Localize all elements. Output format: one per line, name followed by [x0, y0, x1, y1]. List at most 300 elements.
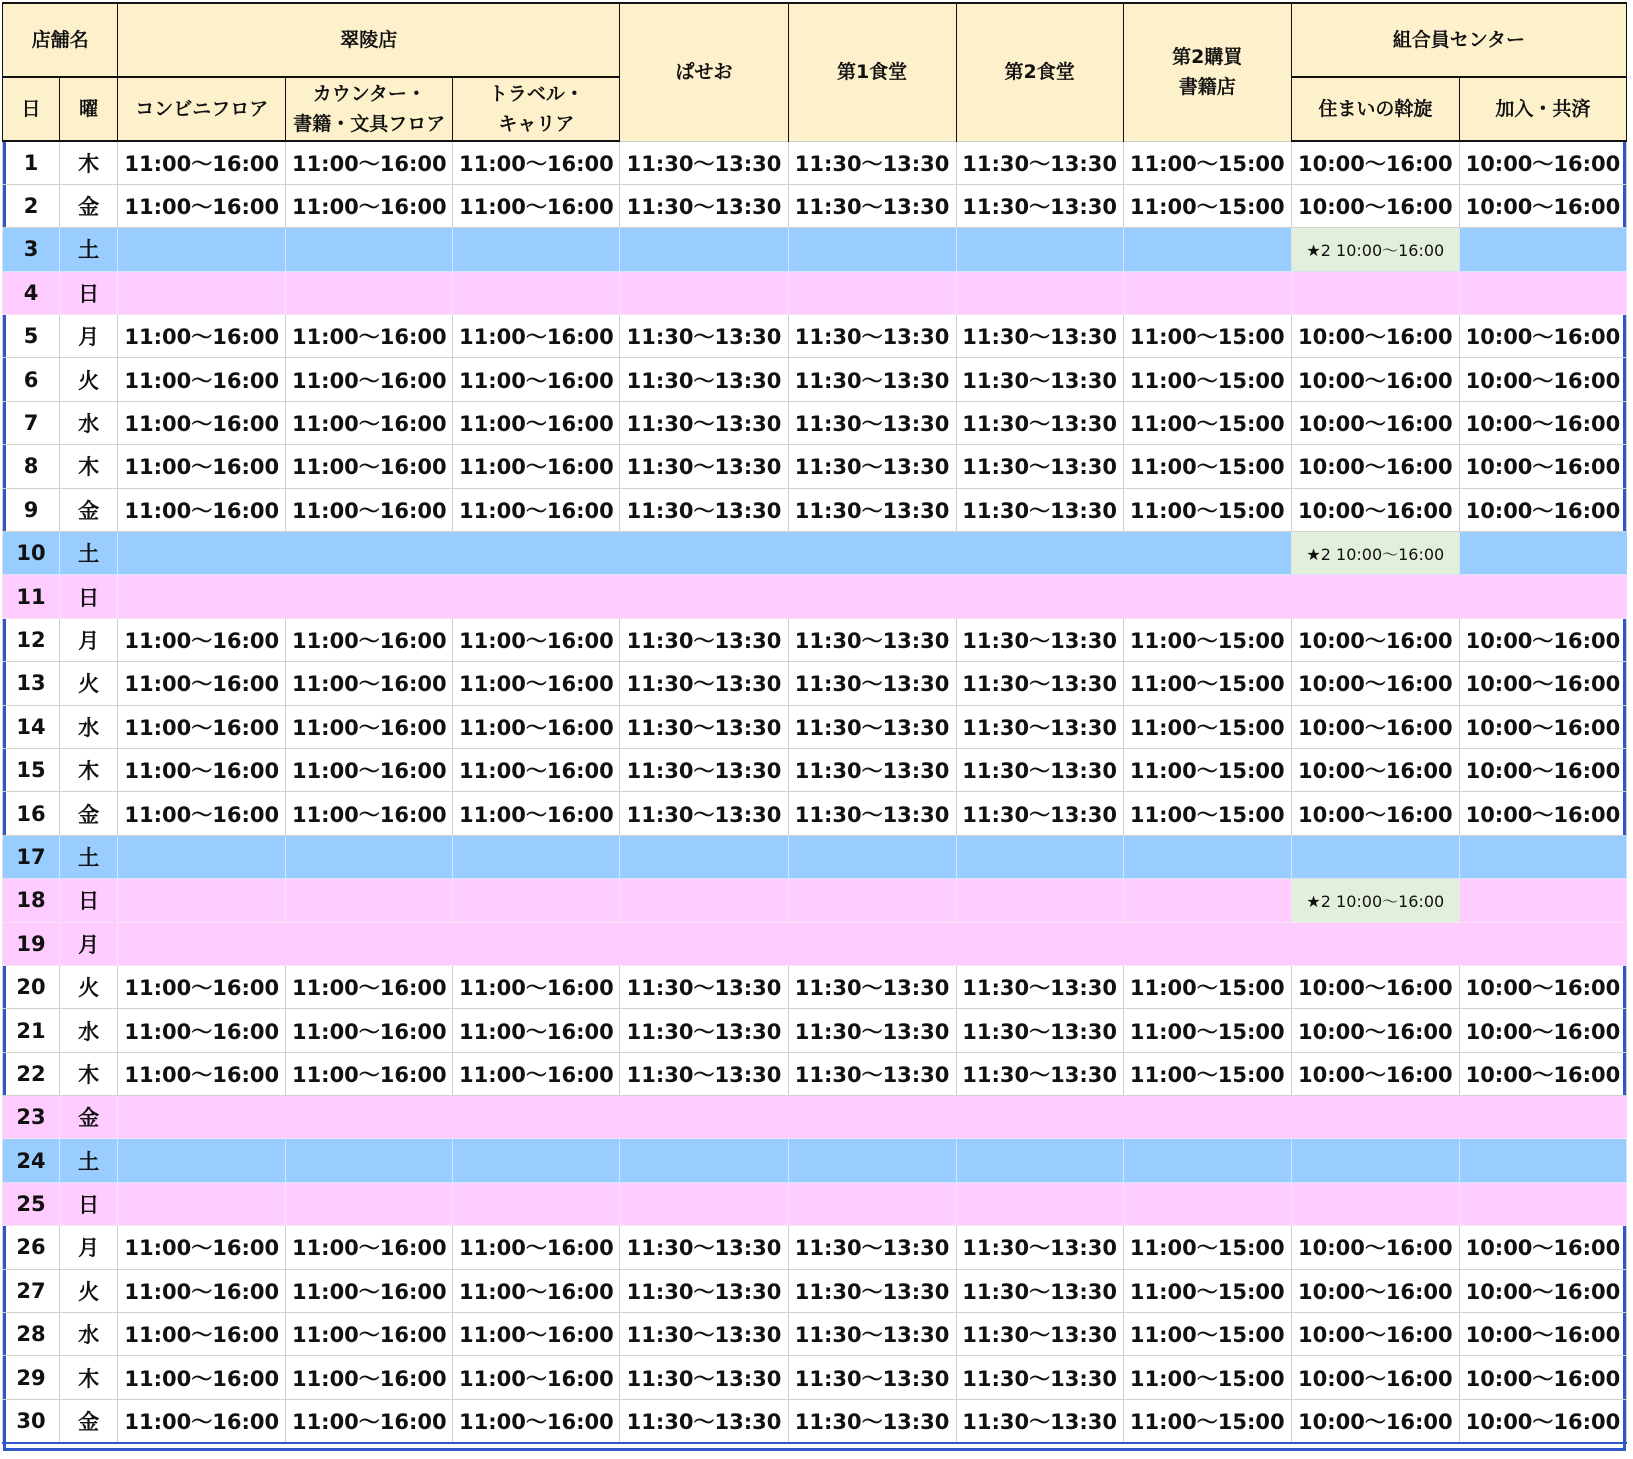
paseo-hours-cell: 11:30～13:30: [620, 315, 788, 358]
paseo-header: ぱせお: [620, 3, 788, 141]
cafeteria-2-hours-cell: 11:30～13:30: [956, 315, 1123, 358]
travel-career-hours-cell: 11:00～16:00: [453, 1269, 620, 1312]
table-row: [3, 835, 1627, 878]
housing-closed-cell: [1291, 1139, 1459, 1182]
table-row: [3, 532, 1627, 575]
paseo-hours-cell: 11:30～13:30: [620, 965, 788, 1008]
counter-books-hours-cell: 11:00～16:00: [286, 1313, 453, 1356]
store-2-bookstore-hours-cell: 11:00～15:00: [1123, 184, 1291, 227]
cafeteria-1-closed-cell: [788, 1139, 956, 1182]
store-2-bookstore-hours-cell: 11:00～15:00: [1123, 662, 1291, 705]
day-cell: 10: [3, 532, 60, 575]
travel-career-closed-cell: [453, 835, 620, 878]
day-cell: 6: [3, 358, 60, 401]
bookstore-label: 書籍店: [1178, 76, 1236, 99]
cafeteria-2-hours-cell: 11:30～13:30: [956, 1269, 1123, 1312]
counter-books-closed-cell: [286, 228, 453, 271]
counter-books-closed-cell: [286, 575, 453, 618]
counter-books-hours-cell: 11:00～16:00: [286, 792, 453, 835]
store-2-bookstore-closed-cell: [1123, 835, 1291, 878]
membership-insurance-closed-cell: [1459, 879, 1626, 922]
store-2-bookstore-hours-cell: 11:00～15:00: [1123, 792, 1291, 835]
store-name-header: 店舗名: [3, 3, 118, 77]
cafeteria-1-closed-cell: [788, 922, 956, 965]
counter-books-hours-cell: 11:00～16:00: [286, 445, 453, 488]
housing-hours-cell: 10:00～16:00: [1291, 748, 1459, 791]
store-2-bookstore-hours-cell: 11:00～15:00: [1123, 1052, 1291, 1095]
paseo-hours-cell: 11:30～13:30: [620, 445, 788, 488]
cafeteria-1-closed-cell: [788, 575, 956, 618]
store-2-bookstore-closed-cell: [1123, 879, 1291, 922]
day-cell: 30: [3, 1399, 60, 1442]
cafeteria-2-header: 第2食堂: [956, 3, 1123, 141]
table-row: [3, 1182, 1627, 1225]
convenience-floor-hours-cell: 11:00～16:00: [118, 141, 286, 184]
convenience-floor-closed-cell: [118, 575, 286, 618]
housing-closed-cell: [1291, 1096, 1459, 1139]
day-cell: 4: [3, 271, 60, 314]
day-cell: 23: [3, 1096, 60, 1139]
cafeteria-2-hours-cell: 11:30～13:30: [956, 358, 1123, 401]
day-cell: 15: [3, 748, 60, 791]
weekday-cell: 金: [60, 792, 118, 835]
membership-insurance-hours-cell: 10:00～16:00: [1459, 141, 1626, 184]
membership-insurance-hours-cell: 10:00～16:00: [1459, 358, 1626, 401]
cafeteria-1-hours-cell: 11:30～13:30: [788, 965, 956, 1008]
paseo-hours-cell: 11:30～13:30: [620, 1052, 788, 1095]
cafeteria-1-hours-cell: 11:30～13:30: [788, 662, 956, 705]
store-2-bookstore-hours-cell: 11:00～15:00: [1123, 965, 1291, 1008]
paseo-hours-cell: 11:30～13:30: [620, 401, 788, 444]
convenience-floor-closed-cell: [118, 1139, 286, 1182]
cafeteria-2-hours-cell: 11:30～13:30: [956, 1226, 1123, 1269]
travel-career-hours-cell: 11:00～16:00: [453, 141, 620, 184]
table-row: [3, 184, 1627, 227]
paseo-closed-cell: [620, 1139, 788, 1182]
housing-special-hours-cell: ★2 10:00～16:00: [1291, 228, 1459, 271]
store-2-bookstore-closed-cell: [1123, 575, 1291, 618]
day-cell: 5: [3, 315, 60, 358]
housing-closed-cell: [1291, 575, 1459, 618]
table-row: [3, 748, 1627, 791]
day-cell: 29: [3, 1356, 60, 1399]
table-row: [3, 1356, 1627, 1399]
cafeteria-1-hours-cell: 11:30～13:30: [788, 1226, 956, 1269]
table-row: [3, 271, 1627, 314]
counter-books-hours-cell: 11:00～16:00: [286, 1226, 453, 1269]
housing-hours-cell: 10:00～16:00: [1291, 1269, 1459, 1312]
convenience-floor-hours-cell: 11:00～16:00: [118, 1399, 286, 1442]
membership-insurance-hours-cell: 10:00～16:00: [1459, 1313, 1626, 1356]
paseo-hours-cell: 11:30～13:30: [620, 1269, 788, 1312]
paseo-hours-cell: 11:30～13:30: [620, 1399, 788, 1442]
table-row: [3, 705, 1627, 748]
membership-insurance-closed-cell: [1459, 532, 1626, 575]
day-cell: 1: [3, 141, 60, 184]
cafeteria-1-hours-cell: 11:30～13:30: [788, 748, 956, 791]
housing-hours-cell: 10:00～16:00: [1291, 1052, 1459, 1095]
store-2-bookstore-closed-cell: [1123, 271, 1291, 314]
housing-closed-cell: [1291, 922, 1459, 965]
weekday-cell: 水: [60, 1009, 118, 1052]
weekday-cell: 月: [60, 922, 118, 965]
travel-career-hours-cell: 11:00～16:00: [453, 1226, 620, 1269]
cafeteria-1-closed-cell: [788, 835, 956, 878]
table-row: [3, 792, 1627, 835]
table-row: [3, 1096, 1627, 1139]
paseo-closed-cell: [620, 532, 788, 575]
membership-insurance-hours-cell: 10:00～16:00: [1459, 488, 1626, 531]
cafeteria-1-hours-cell: 11:30～13:30: [788, 401, 956, 444]
cafeteria-2-closed-cell: [956, 532, 1123, 575]
table-row: [3, 618, 1627, 661]
paseo-closed-cell: [620, 879, 788, 922]
housing-hours-cell: 10:00～16:00: [1291, 1399, 1459, 1442]
day-cell: 25: [3, 1182, 60, 1225]
cafeteria-2-closed-cell: [956, 835, 1123, 878]
header-row-1: [3, 3, 1627, 77]
day-cell: 12: [3, 618, 60, 661]
day-cell: 19: [3, 922, 60, 965]
travel-career-hours-cell: 11:00～16:00: [453, 1399, 620, 1442]
day-cell: 3: [3, 228, 60, 271]
day-cell: 9: [3, 488, 60, 531]
weekday-cell: 火: [60, 358, 118, 401]
cafeteria-2-hours-cell: 11:30～13:30: [956, 141, 1123, 184]
cafeteria-2-closed-cell: [956, 228, 1123, 271]
counter-books-closed-cell: [286, 532, 453, 575]
cafeteria-2-hours-cell: 11:30～13:30: [956, 618, 1123, 661]
store-2-bookstore-hours-cell: 11:00～15:00: [1123, 358, 1291, 401]
counter-label: カウンター・: [312, 83, 426, 105]
convenience-floor-closed-cell: [118, 271, 286, 314]
cafeteria-1-closed-cell: [788, 228, 956, 271]
store-2-bookstore-hours-cell: 11:00～15:00: [1123, 1313, 1291, 1356]
weekday-cell: 土: [60, 228, 118, 271]
membership-insurance-closed-cell: [1459, 575, 1626, 618]
cafeteria-1-closed-cell: [788, 532, 956, 575]
weekday-cell: 水: [60, 705, 118, 748]
suiryo-store-header: 翠陵店: [118, 3, 620, 77]
convenience-floor-hours-cell: 11:00～16:00: [118, 1052, 286, 1095]
store-2-bookstore-hours-cell: 11:00～15:00: [1123, 748, 1291, 791]
weekday-cell: 日: [60, 1182, 118, 1225]
membership-insurance-closed-cell: [1459, 1096, 1626, 1139]
travel-career-closed-cell: [453, 1096, 620, 1139]
travel-career-hours-cell: 11:00～16:00: [453, 705, 620, 748]
convenience-floor-hours-cell: 11:00～16:00: [118, 358, 286, 401]
cafeteria-1-closed-cell: [788, 1096, 956, 1139]
weekday-cell: 木: [60, 141, 118, 184]
day-header: 日: [3, 77, 60, 141]
convenience-floor-closed-cell: [118, 1096, 286, 1139]
store-2-bookstore-hours-cell: 11:00～15:00: [1123, 1399, 1291, 1442]
convenience-floor-hours-cell: 11:00～16:00: [118, 1009, 286, 1052]
cafeteria-2-closed-cell: [956, 1139, 1123, 1182]
membership-insurance-hours-cell: 10:00～16:00: [1459, 618, 1626, 661]
weekday-cell: 日: [60, 879, 118, 922]
cafeteria-2-closed-cell: [956, 575, 1123, 618]
weekday-header: 曜: [60, 77, 118, 141]
cafeteria-1-hours-cell: 11:30～13:30: [788, 358, 956, 401]
day-cell: 18: [3, 879, 60, 922]
cafeteria-1-hours-cell: 11:30～13:30: [788, 1356, 956, 1399]
cafeteria-2-hours-cell: 11:30～13:30: [956, 445, 1123, 488]
cafeteria-1-hours-cell: 11:30～13:30: [788, 184, 956, 227]
weekday-cell: 土: [60, 532, 118, 575]
convenience-floor-hours-cell: 11:00～16:00: [118, 705, 286, 748]
counter-books-closed-cell: [286, 879, 453, 922]
day-cell: 14: [3, 705, 60, 748]
cafeteria-1-hours-cell: 11:30～13:30: [788, 141, 956, 184]
counter-books-closed-cell: [286, 835, 453, 878]
counter-books-hours-cell: 11:00～16:00: [286, 1269, 453, 1312]
store-2-bookstore-hours-cell: 11:00～15:00: [1123, 1009, 1291, 1052]
weekday-cell: 金: [60, 488, 118, 531]
paseo-hours-cell: 11:30～13:30: [620, 705, 788, 748]
housing-closed-cell: [1291, 271, 1459, 314]
membership-insurance-hours-cell: 10:00～16:00: [1459, 445, 1626, 488]
day-cell: 26: [3, 1226, 60, 1269]
store-2-bookstore-hours-cell: 11:00～15:00: [1123, 401, 1291, 444]
weekday-cell: 金: [60, 1096, 118, 1139]
membership-insurance-hours-cell: 10:00～16:00: [1459, 1052, 1626, 1095]
housing-closed-cell: [1291, 1182, 1459, 1225]
travel-career-hours-cell: 11:00～16:00: [453, 445, 620, 488]
table-row: [3, 965, 1627, 1008]
day-cell: 28: [3, 1313, 60, 1356]
cafeteria-1-hours-cell: 11:30～13:30: [788, 705, 956, 748]
cafeteria-2-hours-cell: 11:30～13:30: [956, 488, 1123, 531]
membership-insurance-hours-cell: 10:00～16:00: [1459, 705, 1626, 748]
travel-career-hours-cell: 11:00～16:00: [453, 792, 620, 835]
counter-books-closed-cell: [286, 1096, 453, 1139]
cafeteria-2-hours-cell: 11:30～13:30: [956, 1399, 1123, 1442]
housing-hours-cell: 10:00～16:00: [1291, 488, 1459, 531]
travel-career-hours-cell: 11:00～16:00: [453, 358, 620, 401]
membership-insurance-closed-cell: [1459, 1182, 1626, 1225]
counter-books-hours-cell: 11:00～16:00: [286, 401, 453, 444]
housing-hours-cell: 10:00～16:00: [1291, 401, 1459, 444]
travel-career-closed-cell: [453, 575, 620, 618]
day-cell: 27: [3, 1269, 60, 1312]
store-2-bookstore-hours-cell: 11:00～15:00: [1123, 141, 1291, 184]
counter-books-hours-cell: 11:00～16:00: [286, 141, 453, 184]
store-2-bookstore-closed-cell: [1123, 228, 1291, 271]
travel-career-closed-cell: [453, 1182, 620, 1225]
cafeteria-2-hours-cell: 11:30～13:30: [956, 662, 1123, 705]
travel-career-hours-cell: 11:00～16:00: [453, 315, 620, 358]
table-row: [3, 662, 1627, 705]
cafeteria-2-closed-cell: [956, 1182, 1123, 1225]
cafeteria-1-hours-cell: 11:30～13:30: [788, 1313, 956, 1356]
table-row: [3, 445, 1627, 488]
convenience-floor-hours-cell: 11:00～16:00: [118, 488, 286, 531]
convenience-floor-closed-cell: [118, 879, 286, 922]
travel-career-hours-cell: 11:00～16:00: [453, 618, 620, 661]
store-2-bookstore-hours-cell: 11:00～15:00: [1123, 315, 1291, 358]
housing-closed-cell: [1291, 835, 1459, 878]
convenience-floor-hours-cell: 11:00～16:00: [118, 662, 286, 705]
housing-hours-cell: 10:00～16:00: [1291, 445, 1459, 488]
counter-books-hours-cell: 11:00～16:00: [286, 1399, 453, 1442]
membership-insurance-closed-cell: [1459, 228, 1626, 271]
cafeteria-1-hours-cell: 11:30～13:30: [788, 792, 956, 835]
weekday-cell: 水: [60, 1313, 118, 1356]
housing-hours-cell: 10:00～16:00: [1291, 618, 1459, 661]
housing-hours-cell: 10:00～16:00: [1291, 141, 1459, 184]
weekday-cell: 火: [60, 1269, 118, 1312]
counter-books-closed-cell: [286, 922, 453, 965]
table-row: [3, 922, 1627, 965]
store-2-bookstore-hours-cell: 11:00～15:00: [1123, 488, 1291, 531]
convenience-floor-hours-cell: 11:00～16:00: [118, 445, 286, 488]
day-cell: 21: [3, 1009, 60, 1052]
weekday-cell: 日: [60, 575, 118, 618]
travel-career-hours-cell: 11:00～16:00: [453, 1009, 620, 1052]
travel-career-hours-cell: 11:00～16:00: [453, 488, 620, 531]
travel-career-hours-cell: 11:00～16:00: [453, 401, 620, 444]
store-2-bookstore-hours-cell: 11:00～15:00: [1123, 1356, 1291, 1399]
membership-insurance-closed-cell: [1459, 1139, 1626, 1182]
paseo-hours-cell: 11:30～13:30: [620, 184, 788, 227]
weekday-cell: 火: [60, 662, 118, 705]
paseo-closed-cell: [620, 271, 788, 314]
paseo-hours-cell: 11:30～13:30: [620, 141, 788, 184]
travel-career-hours-cell: 11:00～16:00: [453, 662, 620, 705]
cafeteria-1-hours-cell: 11:30～13:30: [788, 1269, 956, 1312]
store-2-bookstore-hours-cell: 11:00～15:00: [1123, 1226, 1291, 1269]
counter-books-hours-cell: 11:00～16:00: [286, 1052, 453, 1095]
store-2-bookstore-hours-cell: 11:00～15:00: [1123, 705, 1291, 748]
store-2-bookstore-closed-cell: [1123, 1182, 1291, 1225]
membership-insurance-closed-cell: [1459, 922, 1626, 965]
day-cell: 20: [3, 965, 60, 1008]
store-2-bookstore-closed-cell: [1123, 1096, 1291, 1139]
weekday-cell: 日: [60, 271, 118, 314]
day-cell: 11: [3, 575, 60, 618]
membership-insurance-hours-cell: 10:00～16:00: [1459, 1399, 1626, 1442]
counter-books-header: [286, 77, 453, 141]
membership-insurance-hours-cell: 10:00～16:00: [1459, 1226, 1626, 1269]
housing-hours-cell: 10:00～16:00: [1291, 184, 1459, 227]
weekday-cell: 木: [60, 445, 118, 488]
travel-career-hours-cell: 11:00～16:00: [453, 1052, 620, 1095]
store-2-label: 第2購買: [1172, 46, 1243, 69]
cafeteria-1-hours-cell: 11:30～13:30: [788, 1009, 956, 1052]
convenience-floor-closed-cell: [118, 1182, 286, 1225]
store-2-bookstore-hours-cell: 11:00～15:00: [1123, 1269, 1291, 1312]
cafeteria-2-hours-cell: 11:30～13:30: [956, 792, 1123, 835]
convenience-floor-closed-cell: [118, 228, 286, 271]
membership-insurance-hours-cell: 10:00～16:00: [1459, 1356, 1626, 1399]
cafeteria-1-closed-cell: [788, 271, 956, 314]
business-hours-table: [2, 2, 1627, 1444]
travel-career-hours-cell: 11:00～16:00: [453, 184, 620, 227]
paseo-hours-cell: 11:30～13:30: [620, 1313, 788, 1356]
weekday-cell: 土: [60, 835, 118, 878]
counter-books-hours-cell: 11:00～16:00: [286, 705, 453, 748]
store-2-bookstore-hours-cell: 11:00～15:00: [1123, 445, 1291, 488]
paseo-closed-cell: [620, 1182, 788, 1225]
table-row: [3, 1313, 1627, 1356]
day-cell: 16: [3, 792, 60, 835]
counter-books-closed-cell: [286, 1182, 453, 1225]
travel-label: トラベル・: [488, 83, 584, 105]
convenience-floor-hours-cell: 11:00～16:00: [118, 1313, 286, 1356]
counter-books-hours-cell: 11:00～16:00: [286, 662, 453, 705]
weekday-cell: 水: [60, 401, 118, 444]
convenience-floor-closed-cell: [118, 532, 286, 575]
convenience-floor-hours-cell: 11:00～16:00: [118, 1356, 286, 1399]
weekday-cell: 木: [60, 1356, 118, 1399]
membership-insurance-hours-cell: 10:00～16:00: [1459, 792, 1626, 835]
store-2-bookstore-closed-cell: [1123, 922, 1291, 965]
paseo-hours-cell: 11:30～13:30: [620, 618, 788, 661]
weekday-cell: 金: [60, 1399, 118, 1442]
day-cell: 17: [3, 835, 60, 878]
travel-career-hours-cell: 11:00～16:00: [453, 748, 620, 791]
counter-books-hours-cell: 11:00～16:00: [286, 1009, 453, 1052]
cafeteria-2-hours-cell: 11:30～13:30: [956, 401, 1123, 444]
counter-books-hours-cell: 11:00～16:00: [286, 618, 453, 661]
cafeteria-2-hours-cell: 11:30～13:30: [956, 1356, 1123, 1399]
day-cell: 8: [3, 445, 60, 488]
paseo-hours-cell: 11:30～13:30: [620, 1356, 788, 1399]
housing-hours-cell: 10:00～16:00: [1291, 358, 1459, 401]
cafeteria-1-hours-cell: 11:30～13:30: [788, 315, 956, 358]
store-2-bookstore-closed-cell: [1123, 532, 1291, 575]
weekday-cell: 木: [60, 1052, 118, 1095]
membership-insurance-hours-cell: 10:00～16:00: [1459, 315, 1626, 358]
membership-insurance-closed-cell: [1459, 835, 1626, 878]
cafeteria-1-hours-cell: 11:30～13:30: [788, 618, 956, 661]
cafeteria-1-closed-cell: [788, 1182, 956, 1225]
housing-hours-cell: 10:00～16:00: [1291, 315, 1459, 358]
housing-header: 住まいの斡旋: [1291, 77, 1459, 141]
day-cell: 2: [3, 184, 60, 227]
table-row: [3, 401, 1627, 444]
table-row: [3, 1052, 1627, 1095]
paseo-hours-cell: 11:30～13:30: [620, 488, 788, 531]
weekday-cell: 月: [60, 1226, 118, 1269]
travel-career-hours-cell: 11:00～16:00: [453, 1313, 620, 1356]
travel-career-hours-cell: 11:00～16:00: [453, 965, 620, 1008]
cafeteria-1-header: 第1食堂: [788, 3, 956, 141]
member-center-header: 組合員センター: [1291, 3, 1626, 77]
travel-career-hours-cell: 11:00～16:00: [453, 1356, 620, 1399]
cafeteria-2-closed-cell: [956, 1096, 1123, 1139]
convenience-floor-hours-cell: 11:00～16:00: [118, 1226, 286, 1269]
membership-insurance-hours-cell: 10:00～16:00: [1459, 965, 1626, 1008]
cafeteria-2-hours-cell: 11:30～13:30: [956, 748, 1123, 791]
convenience-floor-hours-cell: 11:00～16:00: [118, 792, 286, 835]
cafeteria-2-closed-cell: [956, 922, 1123, 965]
convenience-floor-hours-cell: 11:00～16:00: [118, 184, 286, 227]
convenience-floor-hours-cell: 11:00～16:00: [118, 401, 286, 444]
convenience-floor-closed-cell: [118, 922, 286, 965]
cafeteria-2-hours-cell: 11:30～13:30: [956, 1052, 1123, 1095]
books-stationery-label: 書籍・文具フロア: [293, 113, 446, 135]
counter-books-hours-cell: 11:00～16:00: [286, 1356, 453, 1399]
convenience-floor-hours-cell: 11:00～16:00: [118, 618, 286, 661]
travel-career-closed-cell: [453, 532, 620, 575]
cafeteria-2-hours-cell: 11:30～13:30: [956, 1313, 1123, 1356]
cafeteria-2-hours-cell: 11:30～13:30: [956, 705, 1123, 748]
store-2-bookstore-header: [1123, 3, 1291, 141]
table-row: [3, 1269, 1627, 1312]
counter-books-hours-cell: 11:00～16:00: [286, 315, 453, 358]
